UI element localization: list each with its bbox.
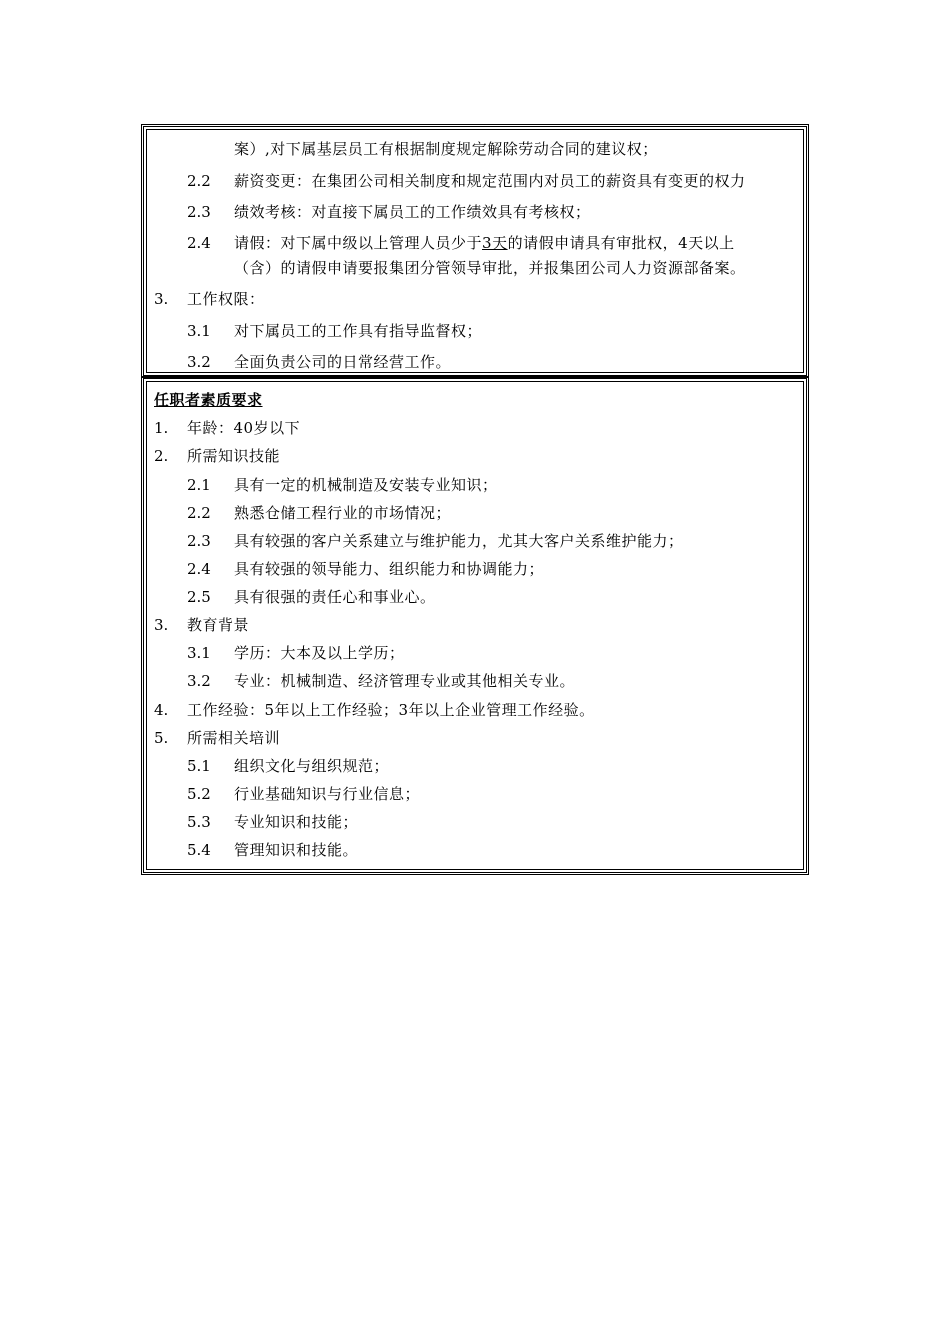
item-text <box>234 233 735 253</box>
item-text-cont: （含）的请假申请要报集团分管领导审批，并报集团公司人力资源部备案。 <box>234 259 746 277</box>
item-number: 2.4 <box>187 560 211 578</box>
item-text-b: 的请假申请具有审批权，4天以上 <box>507 234 735 252</box>
section-number: 3. <box>154 616 169 634</box>
item-number: 5.4 <box>187 841 211 859</box>
item-text-a: 请假：对下属中级以上管理人员少于 <box>234 234 483 252</box>
section-title: 年龄：40岁以下 <box>187 419 301 437</box>
item-text: 专业：机械制造、经济管理专业或其他相关专业。 <box>234 672 576 690</box>
section-title: 所需知识技能 <box>187 447 281 465</box>
item-text: 具有一定的机械制造及安装专业知识； <box>234 476 498 494</box>
item-text: 学历：大本及以上学历； <box>234 644 405 662</box>
section-number: 2. <box>154 447 169 465</box>
item-number: 3.2 <box>187 672 211 690</box>
item-number: 5.2 <box>187 785 211 803</box>
item-number: 2.2 <box>187 172 211 190</box>
item-text: 行业基础知识与行业信息； <box>234 785 421 803</box>
item-number: 2.1 <box>187 476 211 494</box>
item-text: 具有较强的客户关系建立与维护能力，尤其大客户关系维护能力； <box>234 532 684 550</box>
item-number: 3.1 <box>187 644 211 662</box>
item-text: 绩效考核：对直接下属员工的工作绩效具有考核权； <box>234 203 591 221</box>
item-text: 薪资变更：在集团公司相关制度和规定范围内对员工的薪资具有变更的权力 <box>234 172 746 190</box>
item-number: 5.3 <box>187 813 211 831</box>
section-title: 工作权限： <box>187 290 265 308</box>
item-text: 具有很强的责任心和事业心。 <box>234 588 436 606</box>
item-number: 2.3 <box>187 203 211 221</box>
item-number: 2.2 <box>187 504 211 522</box>
item-number: 5.1 <box>187 757 211 775</box>
section-number: 1. <box>154 419 169 437</box>
item-text-underlined: 3天 <box>482 234 508 252</box>
item-number: 3.1 <box>187 322 211 340</box>
section-number: 5. <box>154 729 169 747</box>
item-number: 2.5 <box>187 588 211 606</box>
item-text: 组织文化与组织规范； <box>234 757 390 775</box>
item-text: 具有较强的领导能力、组织能力和协调能力； <box>234 560 545 578</box>
section-title: 工作经验：5年以上工作经验；3年以上企业管理工作经验。 <box>187 701 595 719</box>
item-text: 专业知识和技能； <box>234 813 359 831</box>
item-text: 对下属员工的工作具有指导监督权； <box>234 322 483 340</box>
section-heading: 任职者素质要求 <box>154 391 263 409</box>
section-number: 3. <box>154 290 169 308</box>
item-text: 熟悉仓储工程行业的市场情况； <box>234 504 452 522</box>
item-number: 2.3 <box>187 532 211 550</box>
section-title: 所需相关培训 <box>187 729 281 747</box>
section-number: 4. <box>154 701 169 719</box>
item-text: 管理知识和技能。 <box>234 841 359 859</box>
authority-cont-line: 案）,对下属基层员工有根据制度规定解除劳动合同的建议权； <box>234 140 658 158</box>
item-number: 3.2 <box>187 353 211 371</box>
item-number: 2.4 <box>187 234 211 252</box>
item-text: 全面负责公司的日常经营工作。 <box>234 353 452 371</box>
section-title: 教育背景 <box>187 616 250 634</box>
